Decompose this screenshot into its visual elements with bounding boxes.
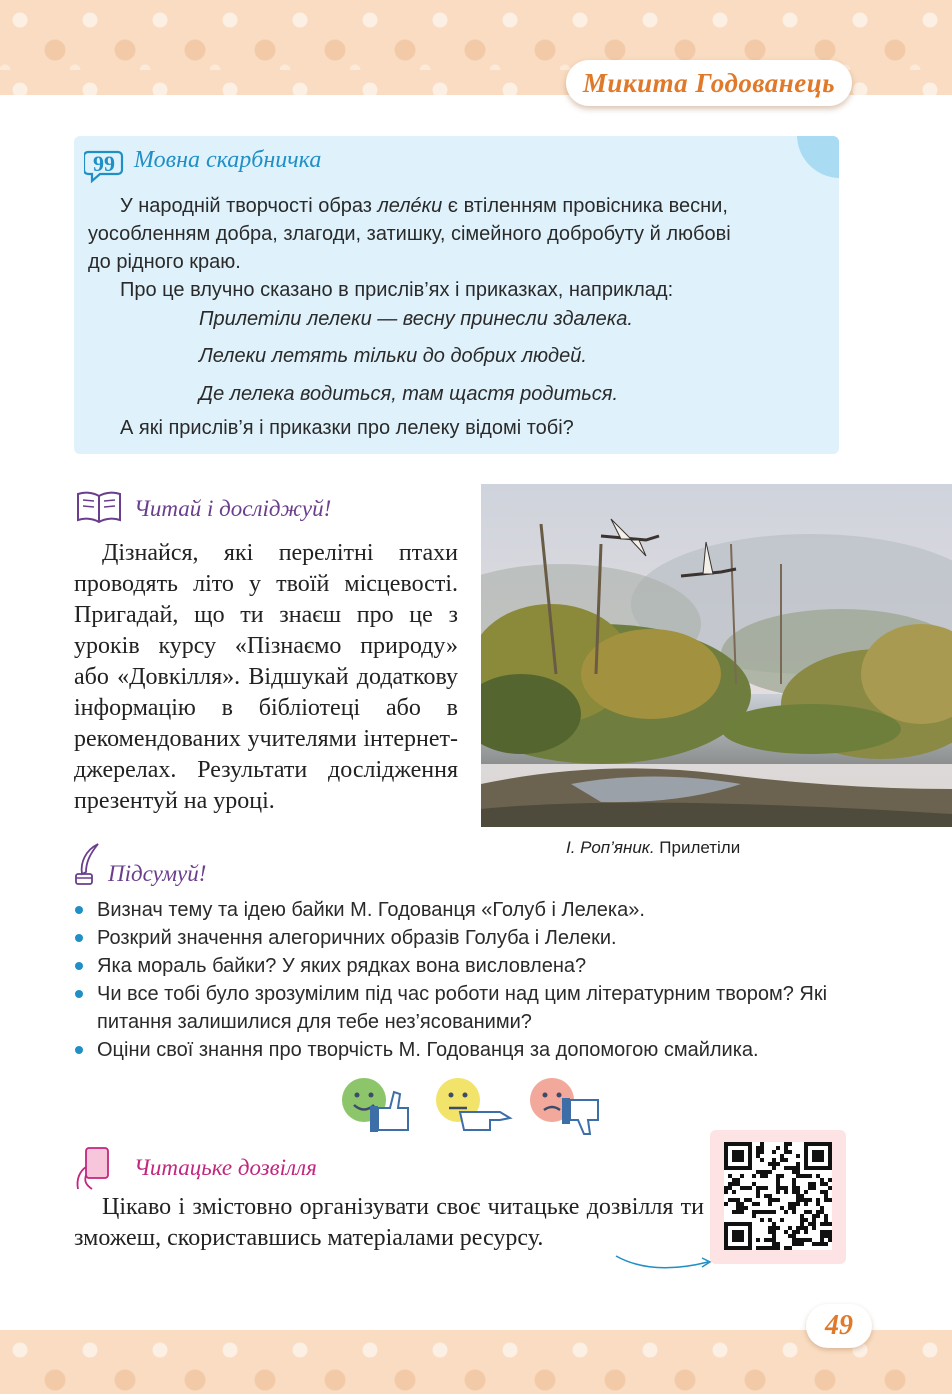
list-item-text: Яка мораль байки? У яких рядках вона висловлена? bbox=[97, 955, 587, 977]
italic-word: лелéки bbox=[377, 195, 443, 217]
list-item-text: Визнач тему та ідею байки М. Годованця «Голуб і Лелека». bbox=[97, 899, 645, 921]
bullet-dot bbox=[75, 934, 83, 942]
proverb-3: Де лелека водиться, там щастя родиться. bbox=[199, 383, 619, 405]
bottom-ornament-band bbox=[0, 1330, 952, 1394]
list-item bbox=[74, 980, 874, 1036]
text-fragment: уособленням добра, злагоди, затишку, сімейного добробуту й любові bbox=[88, 223, 731, 245]
summary-title: Підсумуй! bbox=[108, 861, 207, 886]
list-item-text: Чи все тобі було зрозумілим під час роботи над цим літературним твором? Які питання залишилися для тебе нез’ясованими? bbox=[97, 983, 828, 1033]
bullet-dot bbox=[75, 906, 83, 914]
treasury-question: А які прислів’я і приказки про лелеку відомі тобі? bbox=[120, 417, 574, 439]
bullet-dot bbox=[75, 962, 83, 970]
painting-image bbox=[481, 484, 952, 827]
corner-decoration bbox=[797, 136, 839, 178]
bullet-dot bbox=[75, 1046, 83, 1054]
language-treasury-box bbox=[74, 136, 839, 454]
smiley-rating-icons bbox=[340, 1072, 610, 1138]
smiley-pointing-icon bbox=[436, 1078, 510, 1130]
caption-title: Прилетіли bbox=[654, 838, 741, 857]
reading-leisure-text: Цікаво і змістовно організувати своє читацьке дозвілля ти зможеш, скориставшись матеріалами ресурсу. bbox=[74, 1194, 704, 1251]
list-item-text: Розкрий значення алегоричних образів Голуба і Лелеки. bbox=[97, 927, 617, 949]
text-fragment: У народній творчості образ bbox=[120, 195, 378, 217]
reading-leisure-title: Читацьке дозвілля bbox=[134, 1155, 317, 1180]
open-book-icon bbox=[74, 488, 124, 528]
text-fragment: до рідного краю. bbox=[88, 251, 241, 273]
list-item-text: Оціни свої знання про творчість М. Годованця за допомогою смайлика. bbox=[97, 1039, 759, 1061]
caption-author: І. Роп’яник. bbox=[566, 838, 655, 857]
quill-pen-icon bbox=[72, 842, 104, 888]
bullet-dot bbox=[75, 990, 83, 998]
list-item bbox=[74, 952, 874, 980]
smiley-thumbs-up-icon bbox=[342, 1078, 408, 1132]
treasury-paragraph-2: Про це влучно сказано в прислів’ях і приказках, наприклад: bbox=[120, 279, 674, 301]
treasury-title: Мовна скарбничка bbox=[134, 147, 322, 173]
proverb-2: Лелеки летять тільки до добрих людей. bbox=[199, 345, 587, 367]
painting-caption bbox=[566, 838, 740, 858]
list-item bbox=[74, 924, 874, 952]
read-explore-title: Читай і досліджуй! bbox=[134, 496, 332, 521]
tablet-hand-icon bbox=[72, 1145, 112, 1193]
smiley-thumbs-down-icon bbox=[530, 1078, 598, 1134]
page-number: 49 bbox=[806, 1304, 872, 1348]
arrow-to-qr-icon bbox=[612, 1240, 716, 1274]
storks-landscape-painting bbox=[481, 484, 952, 827]
treasury-paragraph-1 bbox=[88, 192, 828, 276]
summary-list bbox=[74, 896, 874, 1064]
qr-code-icon[interactable] bbox=[724, 1142, 832, 1250]
qr-code-box[interactable] bbox=[710, 1130, 846, 1264]
svg-text:99: 99 bbox=[93, 151, 115, 176]
qr-code-pattern bbox=[724, 1142, 832, 1250]
quote-bubble-icon bbox=[84, 148, 124, 184]
text-fragment: є втіленням провісника весни, bbox=[442, 195, 728, 217]
list-item bbox=[74, 1036, 874, 1064]
author-name-tab: Микита Годованець bbox=[566, 60, 852, 106]
read-explore-text: Дізнайся, які перелітні птахи проводять літо у твоїй місцевості. Пригадай, що ти знаєш про це з уроків курсу «Пізнаємо природу» або «Довкілля». Відшукай додаткову інформацію в бібліотеці або в рекомендованих учителями інтернет-джерелах. Результати дослідження презентуй на уроці. bbox=[74, 540, 458, 814]
list-item bbox=[74, 896, 874, 924]
proverb-1: Прилетіли лелеки — весну принесли здалека. bbox=[199, 308, 633, 330]
